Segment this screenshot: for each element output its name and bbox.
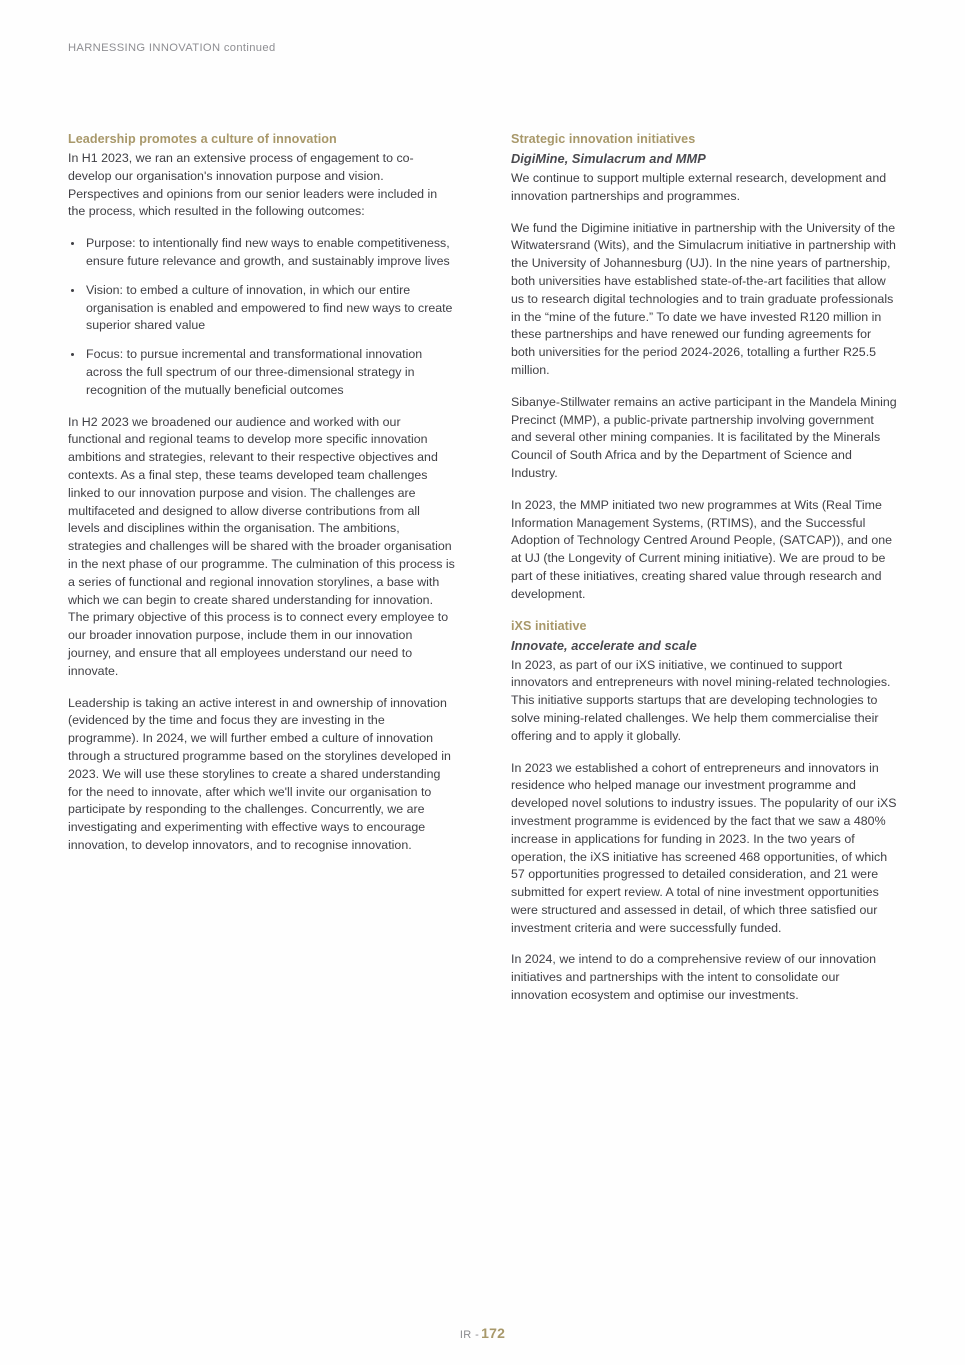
running-header	[68, 42, 276, 54]
paragraph-ixs-support-innovators: In 2023, as part of our iXS initiative, we continued to support innovators and entrepreneurs with novel mining-related technologies. This initiative supports startups that are developing technologies to solve mining-related challenges. We help them commercialise their offering and to apply it globally.	[511, 657, 891, 743]
outcomes-bullet-list	[68, 235, 455, 399]
paragraph-mmp-new-programmes: In 2023, the MMP initiated two new programmes at Wits (Real Time Information Management Systems, (RTIMS), and the Successful Adoption of Technology Centred Around People, (SATCAP)), and one at UJ (the Longevity of Current mining initiative). We are proud to be part of these initiatives, creating shared value through research and development.	[511, 497, 893, 601]
paragraph-continue-to-support: We continue to support multiple external research, development and innovation partnerships and programmes.	[511, 171, 887, 203]
bullet-dot-icon	[71, 353, 74, 356]
page-footer	[0, 1325, 965, 1341]
paragraph-digimine-funding: We fund the Digimine initiative in partnership with the University of the Witwatersrand (Wits), and the Simulacrum initiative in partnership with the University of Johannesburg (UJ). In the nine years of partnership, both universities have established state-of-the-art facilities that allow us to research digital technologies and to train graduate professionals in the “mine of the future.” To date we have invested R120 million in these partnerships and have renewed our funding agreements for both universities for the period 2024-2026, totalling a further R25.5 million.	[511, 220, 896, 377]
paragraph-leadership-active-interest: Leadership is taking an active interest in and ownership of innovation (evidenced by the time and focus they are investing in the programme). In 2024, we will further embed a culture of innovation through a structured programme based on the storylines developed in 2023. We will use these storylines to create a shared understanding for the need to innovate, after which we'll invite our organisation to participate by responding to the challenges. Concurrently, we are investigating and experimenting with effective ways to encourage innovation, to develop innovators, and to recognise innovation.	[68, 695, 451, 852]
list-item	[68, 235, 455, 271]
paragraph-h2-2023-broadened-audience: In H2 2023 we broadened our audience and worked with our functional and regional teams to develop more specific innovation ambitions and strategies, relevant to their respective objectives and contexts. As a final step, these teams developed team challenges linked to our innovation purpose and vision. The challenges are multifaceted and designed to allow diverse contributions from all levels and disciplines within the organisation. The ambitions, strategies and challenges will be shared with the broader organisation in the next phase of our programme. The culmination of this process is a series of functional and regional innovation storylines, a base with which we can begin to create shared understanding for innovation. The primary objective of this process is to connect every employee to our broader innovation purpose, include them in our innovation journey, and ensure that all employees understand our need to innovate.	[68, 414, 455, 678]
heading-ixs-initiative: iXS initiative	[511, 618, 587, 633]
list-item-text: Focus: to pursue incremental and transformational innovation across the full spectrum of our three-dimensional strategy in recognition of the mutually beneficial outcomes	[86, 347, 423, 397]
subheading-digimine-simulacrum-mmp: DigiMine, Simulacrum and MMP	[511, 151, 706, 166]
bullet-dot-icon	[71, 242, 74, 245]
heading-leadership-promotes-culture: Leadership promotes a culture of innovation	[68, 132, 337, 146]
paragraph-2024-review: In 2024, we intend to do a comprehensive review of our innovation initiatives and partnerships with the intent to consolidate our innovation ecosystem and optimise our investments.	[511, 952, 877, 1003]
running-header-text: HARNESSING INNOVATION continued	[68, 42, 276, 54]
right-column	[511, 131, 898, 1019]
footer-label: IR -	[459, 1329, 480, 1341]
two-column-body	[68, 131, 898, 1019]
paragraph-ixs-cohort-results: In 2023 we established a cohort of entrepreneurs and innovators in residence who helped manage our investment programme and developed novel solutions to industry issues. The popularity of our iXS investment programme is evidenced by the fact that we saw a 480% increase in applications for funding in 2023. In the two years of operation, the iXS initiative has screened 468 opportunities, of which 57 opportunities progressed to detailed consideration, and 21 were submitted for expert review. A total of nine investment opportunities were structured and assessed in detail, of which three satisfied our investment criteria and were successfully funded.	[511, 760, 897, 935]
list-item-text: Purpose: to intentionally find new ways to enable competitiveness, ensure future relevance and growth, and sustainably improve lives	[86, 236, 450, 268]
subheading-innovate-accelerate-scale: Innovate, accelerate and scale	[511, 637, 697, 653]
list-item-text: Vision: to embed a culture of innovation, in which our entire organisation is enabled and empowered to find new ways to create superior shared value	[86, 282, 453, 333]
list-item	[68, 282, 455, 335]
footer-page-number: 172	[481, 1325, 506, 1341]
left-column	[68, 131, 455, 1019]
paragraph-h1-2023-engagement: In H1 2023, we ran an extensive process of engagement to co-develop our organisation's innovation purpose and vision. Perspectives and opinions from our senior leaders were included in the process, which resulted in the following outcomes:	[68, 151, 438, 219]
heading-strategic-innovation-initiatives: Strategic innovation initiatives	[511, 132, 696, 146]
list-item	[68, 346, 455, 399]
bullet-dot-icon	[71, 289, 74, 292]
paragraph-mandela-mining-precinct: Sibanye-Stillwater remains an active participant in the Mandela Mining Precinct (MMP), a public-private partnership involving government and several other mining companies. It is facilitated by the Minerals Council of South Africa and by the Department of Science and Industry.	[511, 394, 897, 480]
